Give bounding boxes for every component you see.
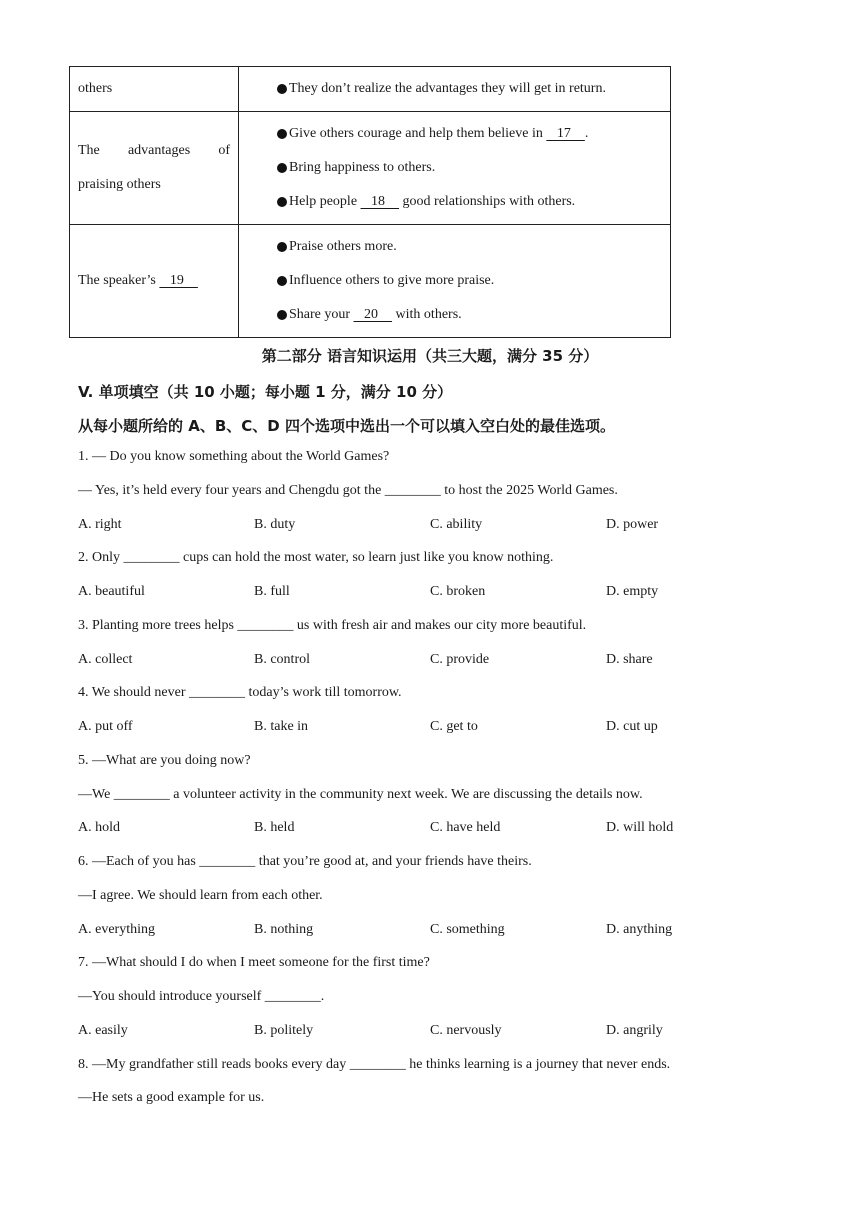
option-d: D. anything	[606, 922, 673, 937]
blank-17: 17	[546, 126, 585, 141]
bullet-line	[279, 185, 670, 219]
question-stem: 4. We should never ________ today’s work till tomorrow.	[78, 685, 402, 700]
row-content	[239, 225, 671, 338]
bullet-text: good relationships with others.	[399, 194, 576, 209]
bullet-line	[279, 151, 670, 185]
option-d: D. will hold	[606, 820, 674, 835]
option-b: B. control	[254, 652, 310, 667]
question-stem: 2. Only ________ cups can hold the most water, so learn just like you know nothing.	[78, 550, 554, 565]
option-b: B. duty	[254, 517, 296, 532]
option-b: B. held	[254, 820, 295, 835]
outline-table	[69, 66, 671, 338]
option-b: B. take in	[254, 719, 309, 734]
section-title: 第二部分 语言知识运用（共三大题，满分 35 分）	[261, 347, 599, 365]
bullet-text: Give others courage and help them believe in	[289, 126, 547, 141]
option-c: C. have held	[430, 820, 501, 835]
option-b: B. politely	[254, 1023, 314, 1038]
bullet-icon	[277, 197, 287, 207]
table-row	[70, 225, 671, 338]
question-reply: —He sets a good example for us.	[78, 1090, 265, 1105]
part-heading: V. 单项填空（共 10 小题；每小题 1 分，满分 10 分）	[78, 383, 453, 401]
row-label-text: praising others	[78, 177, 161, 192]
option-d: D. angrily	[606, 1023, 663, 1038]
option-b: B. full	[254, 584, 290, 599]
question-stem: 8. —My grandfather still reads books every day ________ he thinks learning is a journey that never ends.	[78, 1057, 671, 1072]
option-c: C. something	[430, 922, 505, 937]
instruction: 从每小题所给的 A、B、C、D 四个选项中选出一个可以填入空白处的最佳选项。	[78, 417, 615, 435]
question-reply: — Yes, it’s held every four years and Chengdu got the ________ to host the 2025 World Games.	[78, 483, 618, 498]
option-a: A. everything	[78, 922, 155, 937]
option-c: C. get to	[430, 719, 478, 734]
option-a: A. easily	[78, 1023, 128, 1038]
question-stem: 3. Planting more trees helps ________ us with fresh air and makes our city more beautiful.	[78, 618, 587, 633]
bullet-text: They don’t realize the advantages they will get in return.	[289, 81, 606, 96]
row-label-text: others	[78, 81, 113, 96]
bullet-text: Influence others to give more praise.	[289, 273, 495, 288]
bullet-text: with others.	[392, 307, 462, 322]
question-stem: 7. —What should I do when I meet someone for the first time?	[78, 955, 430, 970]
bullet-icon	[277, 242, 287, 252]
question-stem: 1. — Do you know something about the World Games?	[78, 449, 390, 464]
bullet-icon	[277, 129, 287, 139]
row-label	[70, 225, 239, 338]
option-a: A. hold	[78, 820, 120, 835]
question-stem: 5. —What are you doing now?	[78, 753, 251, 768]
bullet-line	[279, 117, 670, 151]
bullet-text: Help people	[289, 194, 361, 209]
bullet-text: Bring happiness to others.	[289, 160, 436, 175]
option-d: D. cut up	[606, 719, 658, 734]
blank-18: 18	[360, 194, 400, 209]
option-d: D. empty	[606, 584, 659, 599]
bullet-icon	[277, 276, 287, 286]
row-label-text: The speaker’s	[78, 273, 160, 288]
bullet-line	[279, 264, 670, 298]
option-b: B. nothing	[254, 922, 314, 937]
bullet-icon	[277, 84, 287, 94]
bullet-line	[279, 72, 670, 106]
blank-19: 19	[159, 273, 198, 288]
option-a: A. put off	[78, 719, 133, 734]
bullet-icon	[277, 310, 287, 320]
bullet-line	[279, 230, 670, 264]
question-reply: —We ________ a volunteer activity in the community next week. We are discussing the details now.	[78, 787, 643, 802]
question-reply: —I agree. We should learn from each other.	[78, 888, 323, 903]
blank-20: 20	[353, 307, 393, 322]
option-c: C. nervously	[430, 1023, 502, 1038]
row-label	[70, 67, 239, 112]
table-row	[70, 67, 671, 112]
option-a: A. collect	[78, 652, 133, 667]
question-stem: 6. —Each of you has ________ that you’re good at, and your friends have theirs.	[78, 854, 532, 869]
option-a: A. right	[78, 517, 122, 532]
row-content	[239, 112, 671, 225]
row-label-text: The advantages of	[78, 143, 230, 158]
row-label	[70, 112, 239, 225]
table-row	[70, 112, 671, 225]
bullet-text: .	[584, 126, 589, 141]
bullet-line	[279, 298, 670, 332]
option-d: D. share	[606, 652, 653, 667]
row-content	[239, 67, 671, 112]
option-a: A. beautiful	[78, 584, 145, 599]
bullet-text: Share your	[289, 307, 354, 322]
bullet-text: Praise others more.	[289, 239, 397, 254]
bullet-icon	[277, 163, 287, 173]
option-c: C. broken	[430, 584, 486, 599]
option-c: C. provide	[430, 652, 490, 667]
option-c: C. ability	[430, 517, 483, 532]
option-d: D. power	[606, 517, 659, 532]
question-reply: —You should introduce yourself ________.	[78, 989, 325, 1004]
